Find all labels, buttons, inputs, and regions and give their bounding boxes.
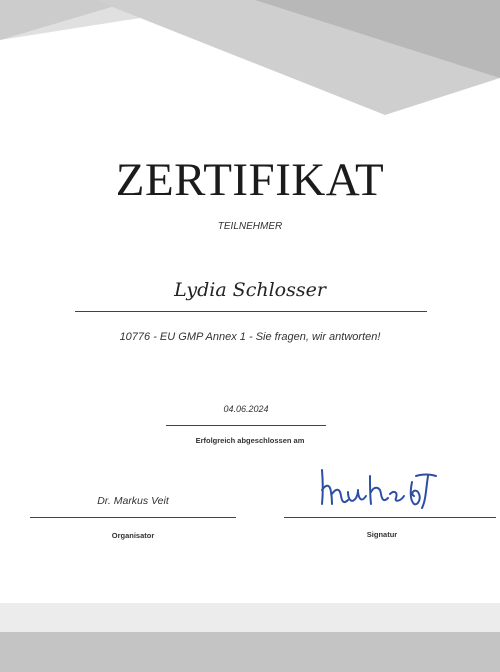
bottom-dark-band	[0, 632, 500, 672]
participant-label: TEILNEHMER	[217, 221, 283, 232]
certificate-title: ZERTIFIKAT	[115, 154, 385, 206]
name-underline	[75, 311, 427, 312]
organizer-label: Organisator	[111, 531, 155, 540]
participant-name: Lydia Schlosser	[174, 279, 326, 301]
organizer-name: Dr. Markus Veit	[97, 495, 169, 507]
handwritten-signature	[314, 462, 444, 510]
signature-label: Signatur	[366, 530, 398, 539]
completion-date-label: Erfolgreich abgeschlossen am	[195, 436, 305, 445]
signature-underline	[284, 517, 496, 518]
course-title: 10776 - EU GMP Annex 1 - Sie fragen, wir antworten!	[119, 331, 381, 343]
completion-date: 04.06.2024	[223, 404, 269, 414]
date-underline	[166, 425, 326, 426]
bottom-light-band	[0, 603, 500, 632]
organizer-underline	[30, 517, 236, 518]
